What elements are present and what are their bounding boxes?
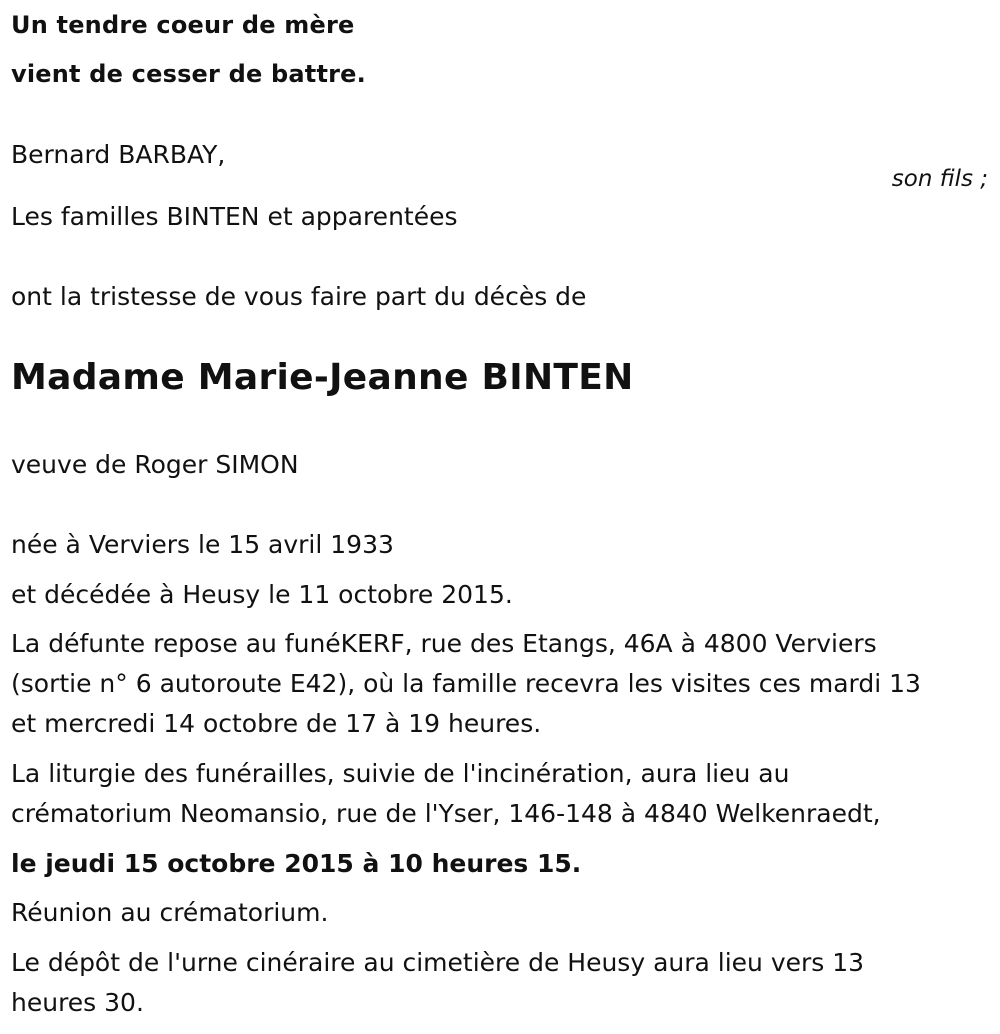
repose-line-1: La défunte repose au funéKERF, rue des Etangs, 46A à 4800 Verviers (11, 629, 877, 658)
meeting-info: Réunion au crématorium. (11, 898, 329, 927)
widow-of: veuve de Roger SIMON (11, 450, 299, 479)
repose-line-2: (sortie n° 6 autoroute E42), où la famille recevra les visites ces mardi 13 (11, 669, 921, 698)
repose-line-3: et mercredi 14 octobre de 17 à 19 heures. (11, 709, 542, 738)
urn-line-1: Le dépôt de l'urne cinéraire au cimetière de Heusy aura lieu vers 13 (11, 948, 865, 977)
liturgy-line-2: crématorium Neomansio, rue de l'Yser, 146-148 à 4840 Welkenraedt, (11, 799, 881, 828)
liturgy-line-1: La liturgie des funérailles, suivie de l'incinération, aura lieu au (11, 759, 790, 788)
opening-line-2: vient de cesser de battre. (11, 60, 366, 88)
family-others: Les familles BINTEN et apparentées (11, 202, 458, 231)
birth-info: née à Verviers le 15 avril 1933 (11, 530, 394, 559)
urn-line-2: heures 30. (11, 988, 144, 1017)
ceremony-date: le jeudi 15 octobre 2015 à 10 heures 15. (11, 849, 582, 878)
deceased-name: Madame Marie-Jeanne BINTEN (11, 357, 634, 398)
opening-line-1: Un tendre coeur de mère (11, 11, 355, 39)
family-relation: son fils ; (891, 166, 988, 192)
death-info: et décédée à Heusy le 11 octobre 2015. (11, 580, 513, 609)
announcement: ont la tristesse de vous faire part du décès de (11, 282, 587, 311)
family-member: Bernard BARBAY, (11, 140, 226, 169)
